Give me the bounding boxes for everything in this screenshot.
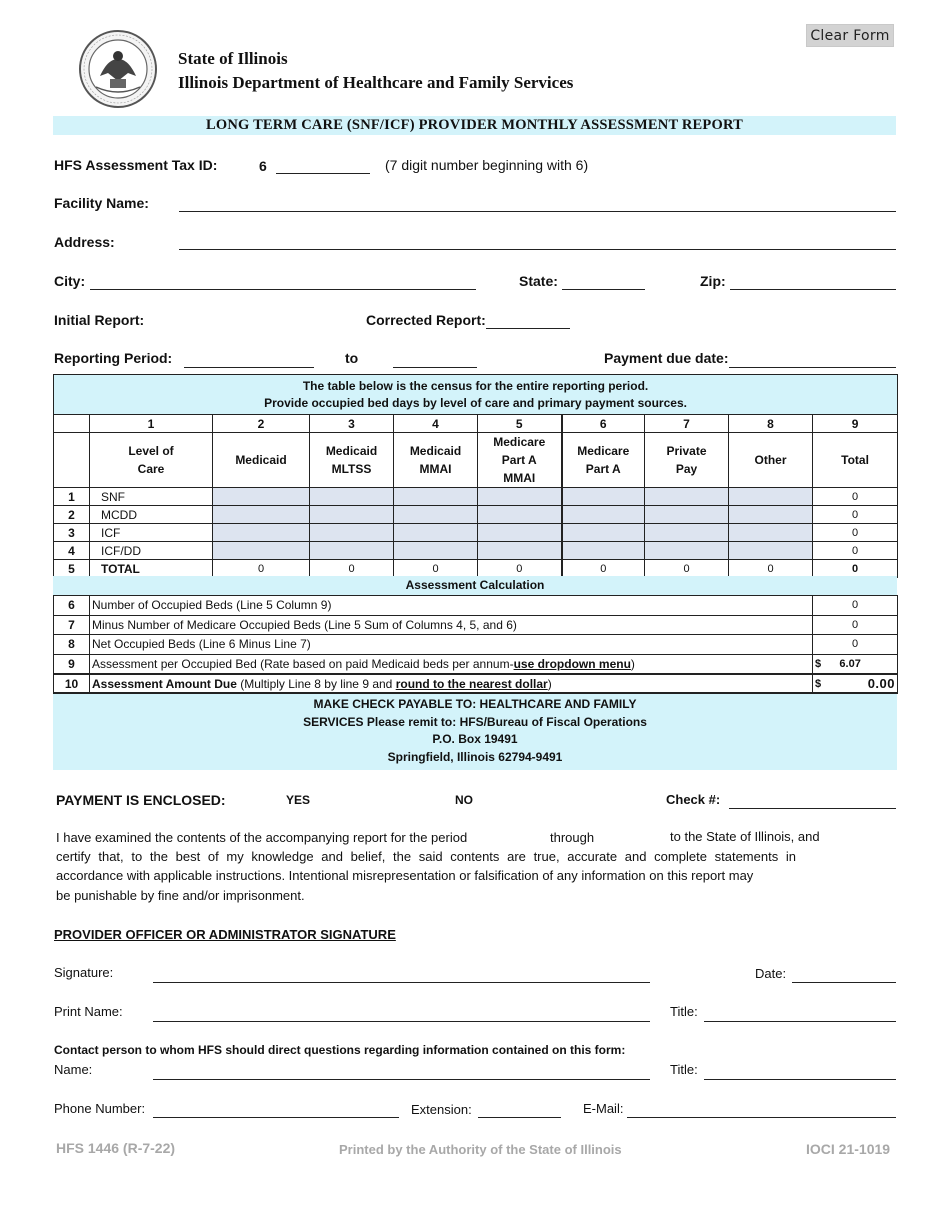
- cert-line-1a: I have examined the contents of the accompanying report for the period: [56, 830, 468, 845]
- mcdd-mmai-input[interactable]: [394, 506, 478, 524]
- corrected-report-input[interactable]: [486, 328, 570, 329]
- calc-row-9: 9 Assessment per Occupied Bed (Rate based on paid Medicaid beds per annum-use dropdown menu) $ 6.07: [54, 654, 898, 674]
- remit-instructions: MAKE CHECK PAYABLE TO: HEALTHCARE AND FAMILY SERVICES Please remit to: HFS/Bureau of Fiscal Operations P.O. Box 19491 Springfield, Illinois 62794-9491: [53, 694, 897, 770]
- icfdd-total: 0: [813, 542, 898, 560]
- snf-total: 0: [813, 488, 898, 506]
- cert-line-3: accordance with applicable instructions. Intentional misrepresentation or falsification of any information on this report may: [56, 868, 754, 883]
- payment-due-input[interactable]: [729, 367, 896, 368]
- signature-label: Signature:: [54, 965, 114, 980]
- cert-line-2: certify that, to the best of my knowledge and belief, the said contents are true, accurate and complete statements in: [56, 849, 796, 864]
- snf-other-input[interactable]: [729, 488, 813, 506]
- icfdd-mmai-input[interactable]: [394, 542, 478, 560]
- payment-yes-option[interactable]: YES: [286, 793, 311, 807]
- snf-mmai-input[interactable]: [394, 488, 478, 506]
- initial-report-checkbox[interactable]: [182, 320, 316, 330]
- payment-due-label: Payment due date:: [604, 350, 729, 366]
- snf-mltss-input[interactable]: [310, 488, 394, 506]
- title-label: Title:: [670, 1004, 698, 1019]
- tax-id-label: HFS Assessment Tax ID:: [54, 157, 218, 173]
- check-number-label: Check #:: [666, 792, 721, 807]
- icf-medicare-input[interactable]: [562, 524, 645, 542]
- address-label: Address:: [54, 234, 115, 250]
- ioci-number: IOCI 21-1019: [806, 1141, 891, 1157]
- snf-private-input[interactable]: [645, 488, 729, 506]
- icfdd-private-input[interactable]: [645, 542, 729, 560]
- period-to-label: to: [345, 350, 359, 366]
- city-label: City:: [54, 273, 86, 289]
- mcdd-total: 0: [813, 506, 898, 524]
- assessment-amount-due: $ 0.00: [813, 674, 898, 694]
- reporting-period-label: Reporting Period:: [54, 350, 173, 366]
- cert-line-4: be punishable by fine and/or imprisonment.: [56, 888, 305, 903]
- corrected-report-label: Corrected Report:: [366, 312, 486, 328]
- contact-name-label: Name:: [54, 1062, 93, 1077]
- period-end-input[interactable]: [393, 367, 477, 368]
- report-title: LONG TERM CARE (SNF/ICF) PROVIDER MONTHLY ASSESSMENT REPORT: [53, 116, 896, 135]
- snf-medicare-input[interactable]: [562, 488, 645, 506]
- calc-row-7: 7 Minus Number of Medicare Occupied Beds (Line 5 Sum of Columns 4, 5, and 6) 0: [54, 615, 898, 635]
- email-input[interactable]: [627, 1117, 896, 1118]
- address-input[interactable]: [179, 249, 896, 250]
- header-level-of-care: Level of Care: [90, 433, 213, 488]
- icf-mmai-input[interactable]: [394, 524, 478, 542]
- snf-medicare-mmai-input[interactable]: [478, 488, 562, 506]
- column-header-row: [54, 433, 898, 488]
- icf-total: 0: [813, 524, 898, 542]
- header-medicaid: Medicaid: [213, 433, 310, 488]
- zip-label: Zip:: [700, 273, 726, 289]
- phone-input[interactable]: [153, 1117, 399, 1118]
- city-input[interactable]: [90, 289, 476, 290]
- icf-mltss-input[interactable]: [310, 524, 394, 542]
- mcdd-private-input[interactable]: [645, 506, 729, 524]
- icfdd-other-input[interactable]: [729, 542, 813, 560]
- payment-enclosed-label: PAYMENT IS ENCLOSED:: [56, 792, 226, 808]
- extension-label: Extension:: [411, 1102, 472, 1117]
- census-row-icf: 3 ICF 0: [54, 524, 898, 542]
- header-medicare-part-a: Medicare Part A: [562, 433, 645, 488]
- census-row-total: 5 TOTAL 0 0 0 0 0 0 0 0: [54, 560, 898, 578]
- clear-form-button[interactable]: Clear Form: [806, 24, 894, 47]
- contact-heading: Contact person to whom HFS should direct questions regarding information contained on this form:: [54, 1043, 626, 1057]
- mcdd-medicaid-input[interactable]: [213, 506, 310, 524]
- mcdd-medicare-input[interactable]: [562, 506, 645, 524]
- icfdd-medicare-mmai-input[interactable]: [478, 542, 562, 560]
- print-name-input[interactable]: [153, 1021, 650, 1022]
- facility-name-input[interactable]: [179, 211, 896, 212]
- census-row-mcdd: 2 MCDD 0: [54, 506, 898, 524]
- contact-title-input[interactable]: [704, 1079, 896, 1080]
- header-medicare-part-a-mmai: Medicare Part A MMAI: [478, 433, 562, 488]
- icf-medicare-mmai-input[interactable]: [478, 524, 562, 542]
- mcdd-mltss-input[interactable]: [310, 506, 394, 524]
- facility-name-label: Facility Name:: [54, 195, 149, 211]
- title-input[interactable]: [704, 1021, 896, 1022]
- state-input[interactable]: [562, 289, 645, 290]
- contact-title-label: Title:: [670, 1062, 698, 1077]
- icf-private-input[interactable]: [645, 524, 729, 542]
- rate-dropdown[interactable]: $ 6.07: [813, 654, 898, 674]
- icfdd-medicaid-input[interactable]: [213, 542, 310, 560]
- initial-report-label: Initial Report:: [54, 312, 145, 328]
- date-label: Date:: [755, 966, 787, 981]
- phone-label: Phone Number:: [54, 1101, 146, 1116]
- calc-row-10: 10 Assessment Amount Due (Multiply Line 8 by line 9 and round to the nearest dollar) $ 0.00: [54, 674, 898, 694]
- contact-name-input[interactable]: [153, 1079, 650, 1080]
- tax-id-hint: (7 digit number beginning with 6): [385, 157, 589, 173]
- tax-id-prefix: 6: [259, 158, 267, 174]
- census-row-snf: 1 SNF 0: [54, 488, 898, 506]
- header-private-pay: Private Pay: [645, 433, 729, 488]
- zip-input[interactable]: [730, 289, 896, 290]
- cert-line-1b: to the State of Illinois, and: [670, 829, 820, 844]
- check-number-input[interactable]: [729, 808, 896, 809]
- signature-heading: PROVIDER OFFICER OR ADMINISTRATOR SIGNATURE: [54, 927, 396, 942]
- icfdd-medicare-input[interactable]: [562, 542, 645, 560]
- signature-input[interactable]: [153, 982, 650, 983]
- payment-no-option[interactable]: NO: [455, 793, 473, 807]
- icf-other-input[interactable]: [729, 524, 813, 542]
- rate-dropdown-hint: use dropdown menu: [513, 656, 631, 671]
- assessment-calculation-title: Assessment Calculation: [53, 576, 897, 595]
- state-label: State:: [519, 273, 558, 289]
- header-state: State of Illinois: [178, 49, 288, 68]
- mcdd-other-input[interactable]: [729, 506, 813, 524]
- date-input[interactable]: [792, 982, 896, 983]
- header-department: Illinois Department of Healthcare and Family Services: [178, 73, 574, 92]
- calc-row-6: 6 Number of Occupied Beds (Line 5 Column 9) 0: [54, 596, 898, 616]
- print-name-label: Print Name:: [54, 1004, 123, 1019]
- mcdd-medicare-mmai-input[interactable]: [478, 506, 562, 524]
- icfdd-mltss-input[interactable]: [310, 542, 394, 560]
- header-medicaid-mmai: Medicaid MMAI: [394, 433, 478, 488]
- assessment-calculation-table: [53, 595, 898, 694]
- header-other: Other: [729, 433, 813, 488]
- printed-by-authority: Printed by the Authority of the State of Illinois: [339, 1142, 622, 1157]
- state-seal-logo: [78, 29, 158, 109]
- calc-row-8: 8 Net Occupied Beds (Line 6 Minus Line 7) 0: [54, 635, 898, 655]
- extension-input[interactable]: [478, 1117, 561, 1118]
- cert-through: through: [550, 830, 595, 845]
- column-number-row: 1 2 3 4 5 6 7 8 9: [54, 415, 898, 433]
- header-total: Total: [813, 433, 898, 488]
- census-row-icfdd: 4 ICF/DD 0: [54, 542, 898, 560]
- snf-medicaid-input[interactable]: [213, 488, 310, 506]
- census-table: [53, 374, 898, 578]
- icf-medicaid-input[interactable]: [213, 524, 310, 542]
- header-medicaid-mltss: Medicaid MLTSS: [310, 433, 394, 488]
- census-caption: The table below is the census for the entire reporting period. Provide occupied bed days by level of care and primary payment sources.: [54, 375, 898, 415]
- email-label: E-Mail:: [583, 1101, 624, 1116]
- form-number: HFS 1446 (R-7-22): [56, 1140, 176, 1156]
- period-start-input[interactable]: [184, 367, 314, 368]
- tax-id-input[interactable]: [276, 173, 370, 174]
